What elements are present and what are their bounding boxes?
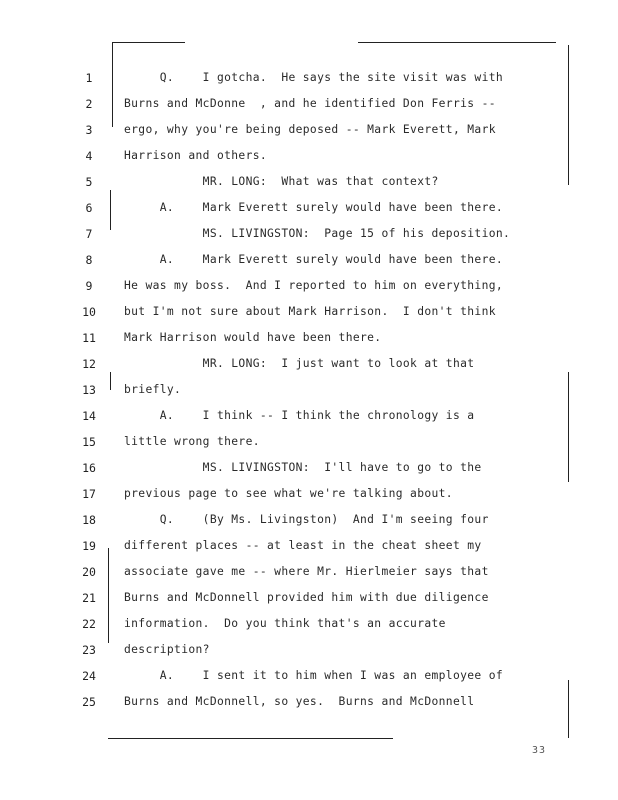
line-number: 6	[85, 201, 93, 215]
line-text: MR. LONG: I just want to look at that	[124, 357, 475, 370]
transcript-line	[0, 403, 618, 429]
line-number: 18	[82, 513, 96, 527]
line-text: MS. LIVINGSTON: Page 15 of his deposition.	[124, 227, 511, 240]
transcript-line	[0, 611, 618, 637]
line-number: 14	[82, 409, 96, 423]
line-number: 15	[82, 435, 96, 449]
line-number: 7	[85, 227, 93, 241]
line-text: Burns and McDonnell, so yes. Burns and McDonnell	[124, 695, 475, 708]
frame-top-rule	[112, 42, 185, 43]
transcript-line	[0, 299, 618, 325]
transcript-line	[0, 637, 618, 663]
transcript-line	[0, 377, 618, 403]
transcript-line	[0, 221, 618, 247]
line-number: 2	[85, 97, 93, 111]
line-text: ergo, why you're being deposed -- Mark Everett, Mark	[124, 123, 496, 136]
line-number: 12	[82, 357, 96, 371]
transcript-line	[0, 533, 618, 559]
line-text: little wrong there.	[124, 435, 260, 448]
transcript-line	[0, 273, 618, 299]
line-number: 23	[82, 643, 96, 657]
line-text: Burns and McDonne , and he identified Don Ferris --	[124, 97, 496, 110]
line-number: 22	[82, 617, 96, 631]
line-text: information. Do you think that's an accurate	[124, 617, 446, 630]
frame-top-rule	[358, 42, 556, 43]
line-number: 24	[82, 669, 96, 683]
line-text: He was my boss. And I reported to him on everything,	[124, 279, 504, 292]
line-text: MR. LONG: What was that context?	[124, 175, 439, 188]
line-text: Mark Harrison would have been there.	[124, 331, 382, 344]
page-number: 33	[532, 745, 547, 756]
transcript-line	[0, 143, 618, 169]
line-text: A. I think -- I think the chronology is a	[124, 409, 475, 422]
line-text: but I'm not sure about Mark Harrison. I don't think	[124, 305, 496, 318]
line-number: 11	[82, 331, 96, 345]
line-text: different places -- at least in the cheat sheet my	[124, 539, 482, 552]
transcript-line	[0, 117, 618, 143]
transcript-line	[0, 481, 618, 507]
line-text: A. I sent it to him when I was an employee of	[124, 669, 504, 682]
line-text: associate gave me -- where Mr. Hierlmeier says that	[124, 565, 489, 578]
line-number: 1	[85, 71, 93, 85]
transcript-line	[0, 247, 618, 273]
line-text: Harrison and others.	[124, 149, 268, 162]
transcript-line	[0, 195, 618, 221]
line-number: 4	[85, 149, 93, 163]
line-text: A. Mark Everett surely would have been there.	[124, 201, 504, 214]
transcript-line	[0, 507, 618, 533]
line-number: 25	[82, 695, 96, 709]
transcript-line	[0, 663, 618, 689]
frame-bottom-rule	[108, 738, 393, 739]
line-text: MS. LIVINGSTON: I'll have to go to the	[124, 461, 482, 474]
line-number: 16	[82, 461, 96, 475]
transcript-line	[0, 351, 618, 377]
line-number: 9	[85, 279, 93, 293]
transcript-line	[0, 65, 618, 91]
transcript-line	[0, 169, 618, 195]
line-text: briefly.	[124, 383, 182, 396]
line-number: 19	[82, 539, 96, 553]
line-number: 20	[82, 565, 96, 579]
line-text: previous page to see what we're talking about.	[124, 487, 453, 500]
line-number: 3	[85, 123, 93, 137]
transcript-line	[0, 585, 618, 611]
transcript-line	[0, 325, 618, 351]
line-number: 5	[85, 175, 93, 189]
transcript-line	[0, 559, 618, 585]
transcript-line	[0, 689, 618, 715]
line-number: 17	[82, 487, 96, 501]
line-text: Q. I gotcha. He says the site visit was with	[124, 71, 504, 84]
transcript-line	[0, 91, 618, 117]
line-number: 13	[82, 383, 96, 397]
line-text: description?	[124, 643, 210, 656]
transcript-line	[0, 455, 618, 481]
line-text: Burns and McDonnell provided him with due diligence	[124, 591, 489, 604]
line-number: 21	[82, 591, 96, 605]
line-text: A. Mark Everett surely would have been there.	[124, 253, 504, 266]
line-number: 10	[82, 305, 96, 319]
line-number: 8	[85, 253, 93, 267]
line-text: Q. (By Ms. Livingston) And I'm seeing four	[124, 513, 489, 526]
transcript-line	[0, 429, 618, 455]
